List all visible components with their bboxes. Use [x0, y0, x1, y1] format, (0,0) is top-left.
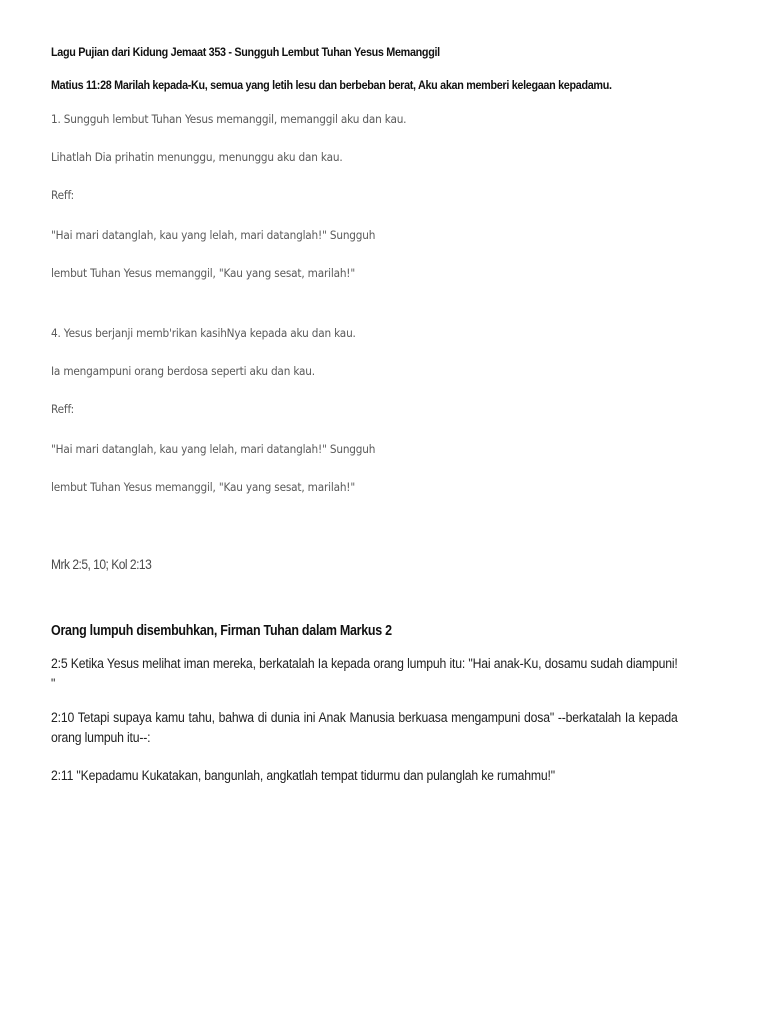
stanza-4-refrain-line-2: lembut Tuhan Yesus memanggil, "Kau yang sesat, marilah!" — [51, 481, 355, 494]
bible-references: Mrk 2:5, 10; Kol 2:13 — [51, 556, 152, 572]
stanza-1-refrain-line-1: "Hai mari datanglah, kau yang lelah, mari datanglah!" Sungguh — [51, 229, 376, 242]
verse-2-10: 2:10 Tetapi supaya kamu tahu, bahwa di dunia ini Anak Manusia berkuasa mengampuni dosa" --berkatalah Ia kepada orang lumpuh itu--: — [51, 710, 678, 746]
verse-2-5: 2:5 Ketika Yesus melihat iman mereka, berkatalah Ia kepada orang lumpuh itu: "Hai anak-Ku, dosamu sudah diampuni! " — [51, 656, 678, 692]
stanza-1-line-1: 1. Sungguh lembut Tuhan Yesus memanggil, memanggil aku dan kau. — [51, 113, 407, 126]
scripture-intro: Matius 11:28 Marilah kepada-Ku, semua yang letih lesu dan berbeban berat, Aku akan memberi kelegaan kepadamu. — [51, 78, 612, 92]
document-title: Lagu Pujian dari Kidung Jemaat 353 - Sungguh Lembut Tuhan Yesus Memanggil — [51, 45, 440, 59]
stanza-4-line-1: 4. Yesus berjanji memb'rikan kasihNya kepada aku dan kau. — [51, 327, 356, 340]
stanza-1-refrain-label: Reff: — [51, 189, 74, 202]
verse-2-11: 2:11 "Kepadamu Kukatakan, bangunlah, angkatlah tempat tidurmu dan pulanglah ke rumahmu!" — [51, 768, 555, 784]
stanza-1-refrain-line-2: lembut Tuhan Yesus memanggil, "Kau yang sesat, marilah!" — [51, 267, 355, 280]
stanza-4-refrain-line-1: "Hai mari datanglah, kau yang lelah, mari datanglah!" Sungguh — [51, 443, 376, 456]
stanza-4-refrain-label: Reff: — [51, 403, 74, 416]
stanza-4-line-2: Ia mengampuni orang berdosa seperti aku dan kau. — [51, 365, 315, 378]
section-heading: Orang lumpuh disembuhkan, Firman Tuhan dalam Markus 2 — [51, 623, 392, 639]
stanza-1-line-2: Lihatlah Dia prihatin menunggu, menunggu aku dan kau. — [51, 151, 343, 164]
